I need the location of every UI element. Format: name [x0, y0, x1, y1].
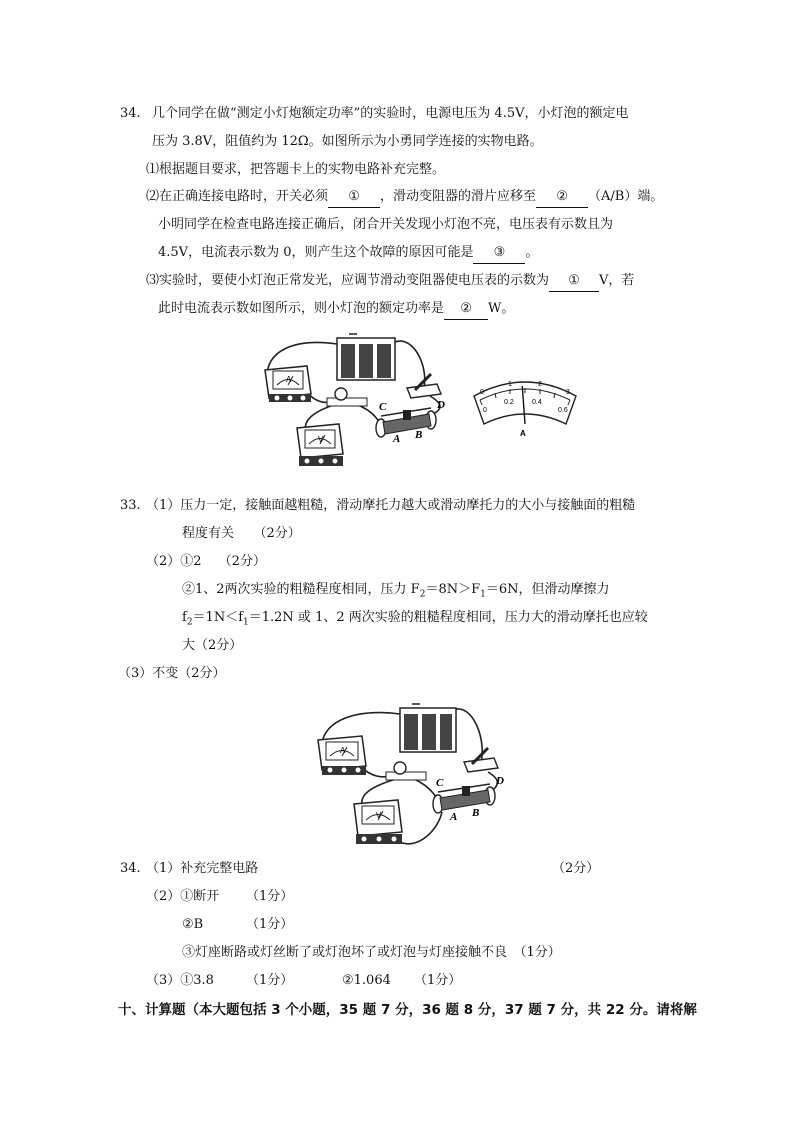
dial-top-tick-0: 0 [480, 389, 484, 396]
q34-part2: ⑵在正确连接电路时，开关必须 ① ，滑动变阻器的滑片应移至 ② （A/B）端。 [146, 187, 663, 208]
a33-line7: （3）不变（2分） [118, 666, 226, 681]
a34-l2-score: （1分） [246, 889, 294, 904]
dial-bottom-tick-0: 0 [483, 407, 487, 414]
blank-3: ③ [473, 243, 525, 264]
q34-stem-line1: 几个同学在做“测定小灯炮额定功率”的实验时，电源电压为 4.5V，小灯泡的额定电 [152, 106, 629, 121]
q34-part3-line2: 此时电流表示数如图所示，则小灯泡的额定功率是 ② W。 [158, 299, 514, 320]
figure2-terminal-b: B [472, 807, 480, 819]
figure2-voltmeter-label: V [376, 811, 382, 820]
blank-4: ① [549, 271, 599, 292]
figure1-terminal-b: B [415, 429, 423, 441]
a33-number: 33. [120, 498, 141, 513]
figure2-switch-icon [464, 748, 498, 772]
dial-unit: A [520, 429, 526, 438]
dial-bottom-tick-2: 0.4 [532, 399, 542, 406]
a33-line3: （2）①2 （2分） [146, 554, 266, 569]
a34-number: 34. [120, 861, 141, 876]
section10-heading: 十、计算题（本大题包括 3 个小题，35 题 7 分，36 题 8 分，37 题 7 分，共 22 分。请将解 [118, 1002, 697, 1018]
blank-1: ① [328, 187, 380, 208]
figure1-terminal-a: A [393, 433, 401, 445]
ammeter-dial [470, 372, 580, 442]
figure2-terminal-c: C [436, 777, 444, 789]
voltmeter-icon [297, 424, 343, 466]
dial-bottom-tick-3: 0.6 [558, 407, 568, 414]
q34-part2-line3: 4.5V，电流表示数为 0，则产生这个故障的原因可能是 ③ 。 [158, 243, 538, 264]
battery-icon [337, 334, 395, 380]
q34-part3: ⑶实验时，要使小灯泡正常发光，应调节滑动变阻器使电压表的示数为 ① V，若 [146, 271, 634, 292]
figure2-ammeter-label: A [340, 746, 346, 755]
ammeter-icon [265, 366, 311, 402]
figure1-circuit [255, 330, 475, 480]
blank-2: ② [536, 187, 588, 208]
dial-top-tick-2: 2 [538, 381, 542, 388]
bulb-icon [327, 388, 367, 406]
a34-l1: （1）补充完整电路 [146, 861, 259, 876]
figure2-voltmeter-icon [354, 800, 402, 844]
q34-part2-line2: 小明同学在检查电路连接正确后，闭合开关发现小灯泡不亮，电压表有示数且为 [158, 217, 614, 232]
a34-l5-part2: ②1.064 [342, 973, 391, 988]
a34-l1-score: （2分） [552, 861, 600, 876]
figure2-battery-icon [400, 704, 456, 752]
a34-l5-score1: （1分） [246, 973, 294, 988]
figure2-ammeter-icon [318, 736, 366, 775]
figure1-terminal-d: D [437, 399, 445, 411]
a34-l4: ③灯座断路或灯丝断了或灯泡坏了或灯泡与灯座接触不良 （1分） [182, 945, 561, 960]
figure2-bulb-icon [386, 762, 426, 780]
dial-top-tick-1: 1 [508, 381, 512, 388]
figure2-terminal-d: D [496, 775, 504, 787]
dial-bottom-tick-1: 0.2 [504, 399, 514, 406]
a34-l3-score: （1分） [246, 917, 294, 932]
a34-l2: （2）①断开 [146, 889, 220, 904]
figure1-voltmeter-label: V [318, 435, 324, 444]
q34-stem-line2: 压为 3.8V，阻值约为 12Ω。如图所示为小勇同学连接的实物电路。 [152, 134, 543, 149]
a33-line2: 程度有关 （2分） [182, 526, 301, 541]
q34-part1: ⑴根据题目要求，把答题卡上的实物电路补充完整。 [146, 162, 446, 177]
a33-line6: 大（2分） [182, 638, 243, 653]
a33-line5: $f_2=1N<f_1=1.2N$ 或 1、2 两次实验的粗糙程度相同，压力大的滑动摩托也应较 [182, 610, 648, 628]
a34-l3: ②B [182, 917, 204, 932]
figure1-terminal-c: C [379, 401, 387, 413]
figure1-ammeter-label: A [286, 375, 292, 384]
a33-line1: （1）压力一定，接触面越粗糙，滑动摩托力越大或滑动摩托力的大小与接触面的粗糙 [146, 498, 636, 513]
dial-top-tick-3: 3 [566, 389, 570, 396]
q34-number: 34. [120, 106, 141, 121]
a34-l5-score2: （1分） [414, 973, 462, 988]
figure2-terminal-a: A [450, 811, 458, 823]
a34-l5: （3）①3.8 [146, 973, 214, 988]
a33-line4: ②1、2两次实验的粗糙程度相同，压力 $F_2=8N>F_1=6N$，但滑动摩擦力 [182, 582, 610, 600]
figure2-circuit [308, 700, 528, 860]
blank-5: ② [444, 299, 488, 320]
